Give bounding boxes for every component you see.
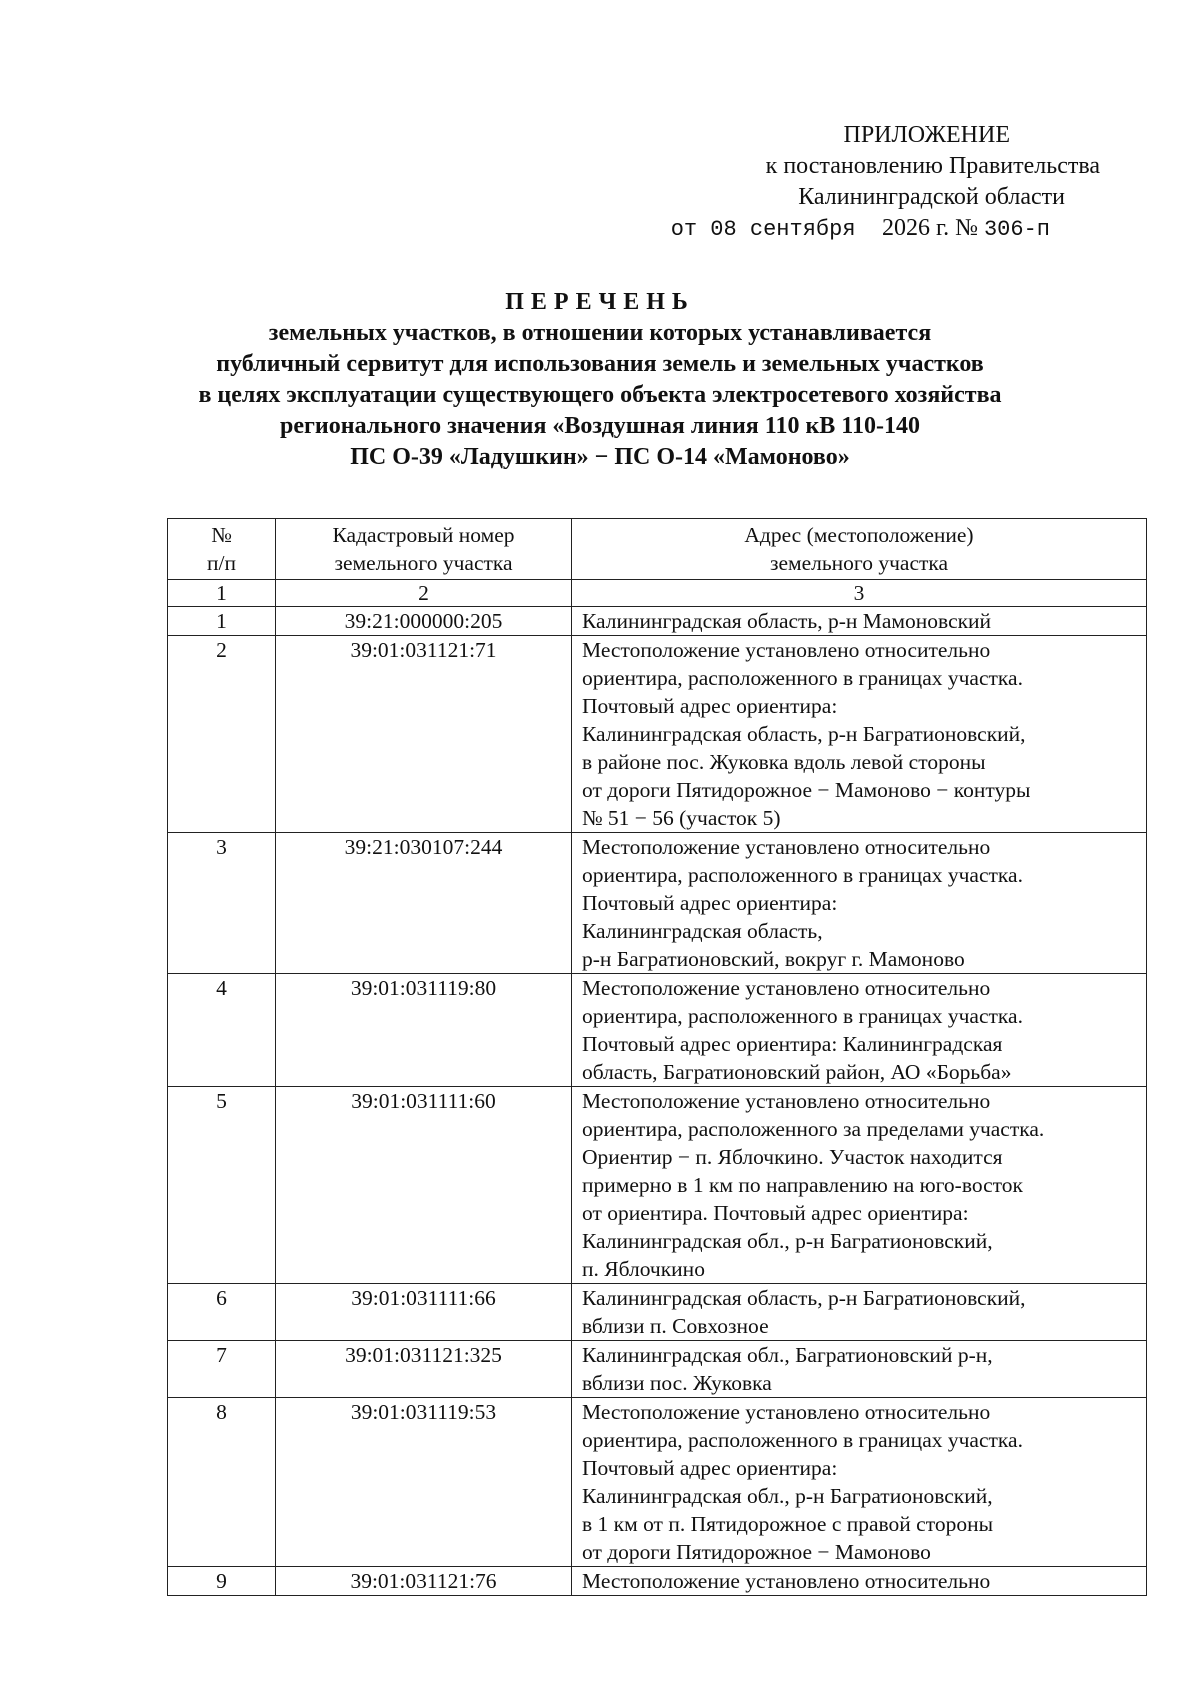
- header-address-line-2: земельного участка: [769, 551, 949, 575]
- address-line: Калининградская область,: [582, 919, 823, 943]
- table-row: [168, 1341, 1147, 1398]
- address-line: ориентира, расположенного в границах участка.: [582, 1004, 1023, 1028]
- heading-line-1: земельных участков, в отношении которых устанавливается: [268, 320, 932, 346]
- header-cadastral: [276, 519, 572, 580]
- address-line: Местоположение установлено относительно: [582, 1400, 991, 1424]
- header-number-line-2: п/п: [207, 551, 236, 575]
- column-number-row: [168, 580, 1147, 607]
- column-number-1: 1: [168, 580, 276, 607]
- plot-address: [572, 1398, 1147, 1567]
- address-line: Калининградская область, р-н Багратионовский,: [582, 1286, 1026, 1310]
- cadastral-number: 39:01:031119:80: [276, 974, 572, 1087]
- address-line: Почтовый адрес ориентира:: [582, 891, 838, 915]
- row-number: 7: [168, 1341, 276, 1398]
- table-row: [168, 1284, 1147, 1341]
- land-plots-table: [167, 518, 1147, 1596]
- heading-line-5: ПС О-39 «Ладушкин» − ПС О-14 «Мамоново»: [350, 444, 850, 470]
- appendix-block: [671, 120, 1100, 245]
- address-line: от дороги Пятидорожное − Мамоново − контуры: [582, 778, 1031, 802]
- table-row: [168, 1087, 1147, 1284]
- table-row: [168, 1567, 1147, 1596]
- address-line: вблизи п. Совхозное: [582, 1314, 769, 1338]
- address-line: п. Яблочкино: [582, 1257, 705, 1281]
- appendix-line-2: Калининградской области: [798, 184, 1065, 210]
- address-line: р-н Багратионовский, вокруг г. Мамоново: [582, 947, 965, 971]
- row-number: 1: [168, 607, 276, 636]
- address-line: Калининградская обл., Багратионовский р-н,: [582, 1343, 993, 1367]
- address-line: Ориентир − п. Яблочкино. Участок находится: [582, 1145, 1003, 1169]
- address-line: Местоположение установлено относительно: [582, 976, 991, 1000]
- table-row: [168, 636, 1147, 833]
- appendix-date: [671, 213, 1100, 245]
- header-number: [168, 519, 276, 580]
- address-line: в районе пос. Жуковка вдоль левой стороны: [582, 750, 986, 774]
- plot-address: [572, 833, 1147, 974]
- address-line: № 51 − 56 (участок 5): [582, 806, 781, 830]
- address-line: Почтовый адрес ориентира:: [582, 694, 838, 718]
- plot-address: [572, 1284, 1147, 1341]
- row-number: 9: [168, 1567, 276, 1596]
- appendix-date-prefix: от 08 сентября: [670, 217, 856, 242]
- cadastral-number: 39:21:030107:244: [276, 833, 572, 974]
- header-number-line-1: №: [211, 523, 232, 547]
- cadastral-number: 39:01:031119:53: [276, 1398, 572, 1567]
- address-line: Местоположение установлено относительно: [582, 1089, 991, 1113]
- table-row: [168, 833, 1147, 974]
- address-line: ориентира, расположенного в границах участка.: [582, 863, 1023, 887]
- cadastral-number: 39:01:031121:76: [276, 1567, 572, 1596]
- address-line: Калининградская область, р-н Мамоновский: [582, 609, 992, 633]
- cadastral-number: 39:01:031121:71: [276, 636, 572, 833]
- address-line: вблизи пос. Жуковка: [582, 1371, 772, 1395]
- header-cadastral-line-2: земельного участка: [334, 551, 513, 575]
- address-line: Калининградская обл., р-н Багратионовский,: [582, 1229, 993, 1253]
- header-address-line-1: Адрес (местоположение): [744, 523, 974, 547]
- table-header-row: [168, 519, 1147, 580]
- address-line: область, Багратионовский район, АО «Борьба»: [582, 1060, 1012, 1084]
- plot-address: [572, 1341, 1147, 1398]
- cadastral-number: 39:01:031111:60: [276, 1087, 572, 1284]
- appendix-title: ПРИЛОЖЕНИЕ: [843, 122, 1010, 148]
- cadastral-number: 39:01:031111:66: [276, 1284, 572, 1341]
- appendix-line-1: к постановлению Правительства: [765, 153, 1100, 179]
- address-line: от дороги Пятидорожное − Мамоново: [582, 1540, 931, 1564]
- cadastral-number: 39:01:031121:325: [276, 1341, 572, 1398]
- address-line: Местоположение установлено относительно: [582, 1569, 991, 1593]
- column-number-2: 2: [276, 580, 572, 607]
- plot-address: [572, 974, 1147, 1087]
- heading-line-2: публичный сервитут для использования земель и земельных участков: [216, 351, 984, 377]
- row-number: 8: [168, 1398, 276, 1567]
- address-line: ориентира, расположенного в границах участка.: [582, 666, 1023, 690]
- table-body: [168, 607, 1147, 1596]
- table-row: [168, 1398, 1147, 1567]
- header-address: [572, 519, 1147, 580]
- row-number: 2: [168, 636, 276, 833]
- document-heading: [0, 286, 1200, 473]
- address-line: примерно в 1 км по направлению на юго-восток: [582, 1173, 1023, 1197]
- address-line: Местоположение установлено относительно: [582, 835, 991, 859]
- address-line: от ориентира. Почтовый адрес ориентира:: [582, 1201, 969, 1225]
- address-line: ориентира, расположенного в границах участка.: [582, 1428, 1023, 1452]
- address-line: ориентира, расположенного за пределами участка.: [582, 1117, 1045, 1141]
- address-line: Почтовый адрес ориентира:: [582, 1456, 838, 1480]
- row-number: 4: [168, 974, 276, 1087]
- appendix-date-year: 2026 г. №: [881, 215, 984, 241]
- heading-line-4: регионального значения «Воздушная линия 110 кВ 110-140: [280, 413, 920, 439]
- plot-address: [572, 607, 1147, 636]
- column-number-3: 3: [572, 580, 1147, 607]
- row-number: 6: [168, 1284, 276, 1341]
- address-line: Калининградская обл., р-н Багратионовский,: [582, 1484, 993, 1508]
- plot-address: [572, 1567, 1147, 1596]
- row-number: 5: [168, 1087, 276, 1284]
- row-number: 3: [168, 833, 276, 974]
- address-line: Калининградская область, р-н Багратионовский,: [582, 722, 1026, 746]
- cadastral-number: 39:21:000000:205: [276, 607, 572, 636]
- address-line: Местоположение установлено относительно: [582, 638, 991, 662]
- plot-address: [572, 1087, 1147, 1284]
- heading-line-3: в целях эксплуатации существующего объекта электросетевого хозяйства: [198, 382, 1002, 408]
- address-line: в 1 км от п. Пятидорожное с правой стороны: [582, 1512, 994, 1536]
- table-row: [168, 974, 1147, 1087]
- appendix-date-number: 306-п: [983, 217, 1050, 242]
- plot-address: [572, 636, 1147, 833]
- table-row: [168, 607, 1147, 636]
- header-cadastral-line-1: Кадастровый номер: [332, 523, 515, 547]
- document-title: ПЕРЕЧЕНЬ: [505, 289, 695, 315]
- address-line: Почтовый адрес ориентира: Калининградская: [582, 1032, 1003, 1056]
